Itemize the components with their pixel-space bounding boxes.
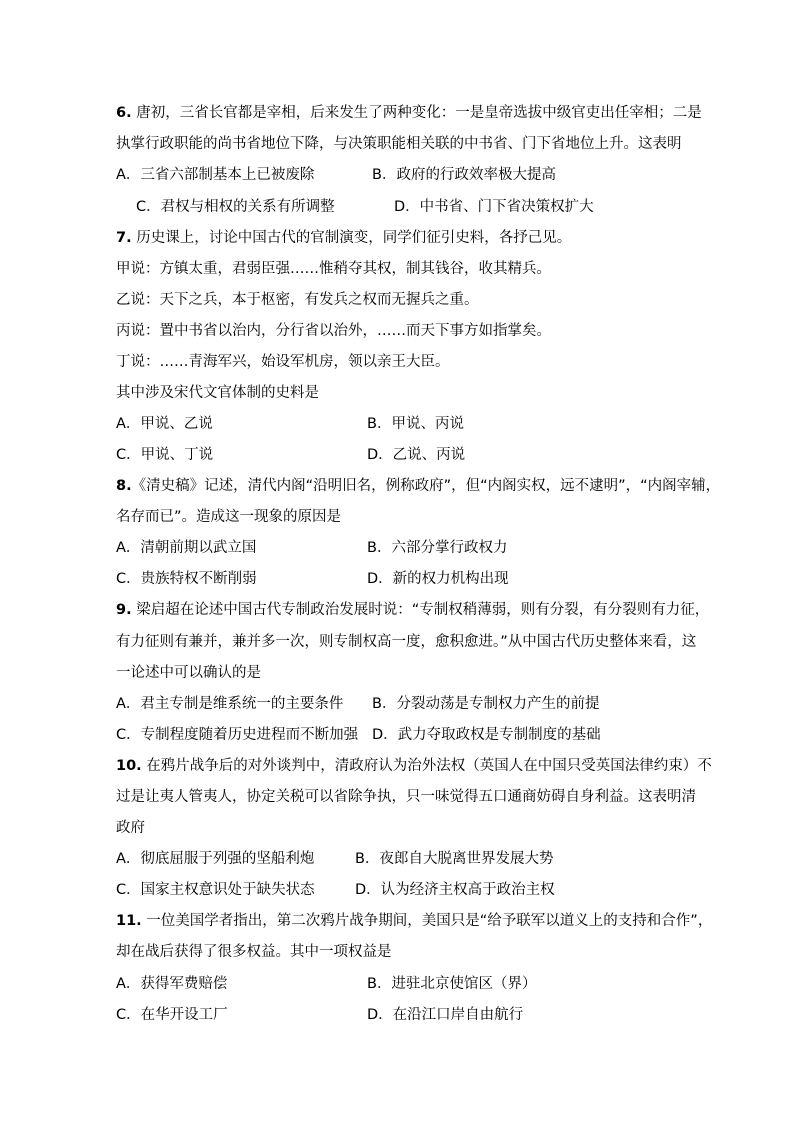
q10-stem-line-1: 10. 在鸦片战争后的对外谈判中，清政府认为治外法权（英国人在中国只受英国法律约束）不: [116, 758, 712, 774]
q6-option-d[interactable]: D．中书省、门下省决策权扩大: [394, 199, 594, 215]
q9-stem-line-1: 9. 梁启超在论述中国古代专制政治发展时说：“专制权稍薄弱，则有分裂，有分裂则有力征，: [116, 602, 710, 618]
q11-option-d[interactable]: D．在沿江口岸自由航行: [367, 1007, 524, 1023]
q7-quote-bing: 丙说：置中书省以治内，分行省以治外，……而天下事方如指掌矣。: [116, 323, 551, 339]
q8-option-a[interactable]: A．清朝前期以武立国: [116, 540, 257, 556]
q7-quote-jia: 甲说：方镇太重，君弱臣强……惟稍夺其权，制其钱谷，收其精兵。: [116, 261, 551, 277]
q7-option-a[interactable]: A．甲说、乙说: [116, 416, 213, 432]
q9-option-a[interactable]: A．君主专制是维系统一的主要条件: [116, 696, 344, 712]
q6-number: 6.: [116, 105, 132, 121]
q6-stem-line-1: 6. 唐初，三省长官都是宰相，后来发生了两种变化：一是皇帝选拔中级官吏出任宰相；二是: [116, 105, 702, 121]
q7-option-b[interactable]: B．甲说、丙说: [367, 416, 464, 432]
q8-stem-line-1: 8.《清史稿》记述，清代内阁“沿明旧名，例称政府”，但“内阁实权，远不逮明”，“内阁宰辅，: [116, 478, 721, 494]
q6-option-c[interactable]: C．君权与相权的关系有所调整: [136, 199, 335, 215]
q9-stem-line-3: 一论述中可以确认的是: [116, 665, 261, 681]
q11-option-c[interactable]: C．在华开设工厂: [116, 1007, 228, 1023]
q8-stem-line-2: 名存而已”。造成这一现象的原因是: [116, 509, 342, 525]
q11-stem-line-2: 却在战后获得了很多权益。其中一项权益是: [116, 944, 392, 960]
q7-stem-line-1: 7. 历史课上，讨论中国古代的官制演变，同学们征引史料，各抒己见。: [116, 230, 572, 246]
q8-option-b[interactable]: B．六部分掌行政权力: [367, 540, 508, 556]
q6-stem-line-2: 执掌行政职能的尚书省地位下降，与决策职能相关联的中书省、门下省地位上升。这表明: [116, 136, 682, 152]
q10-stem-line-3: 政府: [116, 820, 145, 836]
q9-option-b[interactable]: B．分裂动荡是专制权力产生的前提: [372, 696, 600, 712]
q7-option-c[interactable]: C．甲说、丁说: [116, 447, 214, 463]
q10-option-b[interactable]: B．夜郎自大脱离世界发展大势: [355, 851, 554, 867]
q8-option-c[interactable]: C．贵族特权不断削弱: [116, 571, 257, 587]
q11-stem-line-1: 11. 一位美国学者指出，第二次鸦片战争期间，美国只是“给予联军以道义上的支持和合作”，: [116, 913, 713, 929]
q9-number: 9.: [116, 602, 132, 618]
q10-option-d[interactable]: D．认为经济主权高于政治主权: [355, 882, 555, 898]
q10-option-c[interactable]: C．国家主权意识处于缺失状态: [116, 882, 315, 898]
q7-quote-ding: 丁说：……青海军兴，始设军机房，领以亲王大臣。: [116, 354, 450, 370]
q9-stem-line-2: 有力征则有兼并，兼并多一次，则专制权高一度，愈积愈进。”从中国古代历史整体来看，这: [116, 634, 697, 650]
q10-stem-line-2: 过是让夷人管夷人，协定关税可以省除争执，只一味觉得五口通商妨碍自身利益。这表明清: [116, 789, 696, 805]
q6-option-b[interactable]: B．政府的行政效率极大提高: [372, 167, 556, 183]
q9-option-d[interactable]: D．武力夺取政权是专制制度的基础: [372, 727, 601, 743]
q7-number: 7.: [116, 230, 132, 246]
q9-option-c[interactable]: C．专制程度随着历史进程而不断加强: [116, 727, 359, 743]
q7-stem-question: 其中涉及宋代文官体制的史料是: [116, 385, 319, 401]
q11-option-b[interactable]: B．进驻北京使馆区（界）: [367, 976, 537, 992]
q7-quote-yi: 乙说：天下之兵，本于枢密，有发兵之权而无握兵之重。: [116, 292, 479, 308]
q7-option-d[interactable]: D．乙说、丙说: [367, 447, 466, 463]
q8-option-d[interactable]: D．新的权力机构出现: [367, 571, 509, 587]
q11-option-a[interactable]: A．获得军费赔偿: [116, 976, 228, 992]
q6-option-a[interactable]: A．三省六部制基本上已被废除: [116, 167, 315, 183]
q10-option-a[interactable]: A．彻底屈服于列强的坚船利炮: [116, 851, 315, 867]
q11-number: 11.: [116, 913, 142, 929]
q10-number: 10.: [116, 758, 142, 774]
q8-number: 8.: [116, 478, 132, 494]
